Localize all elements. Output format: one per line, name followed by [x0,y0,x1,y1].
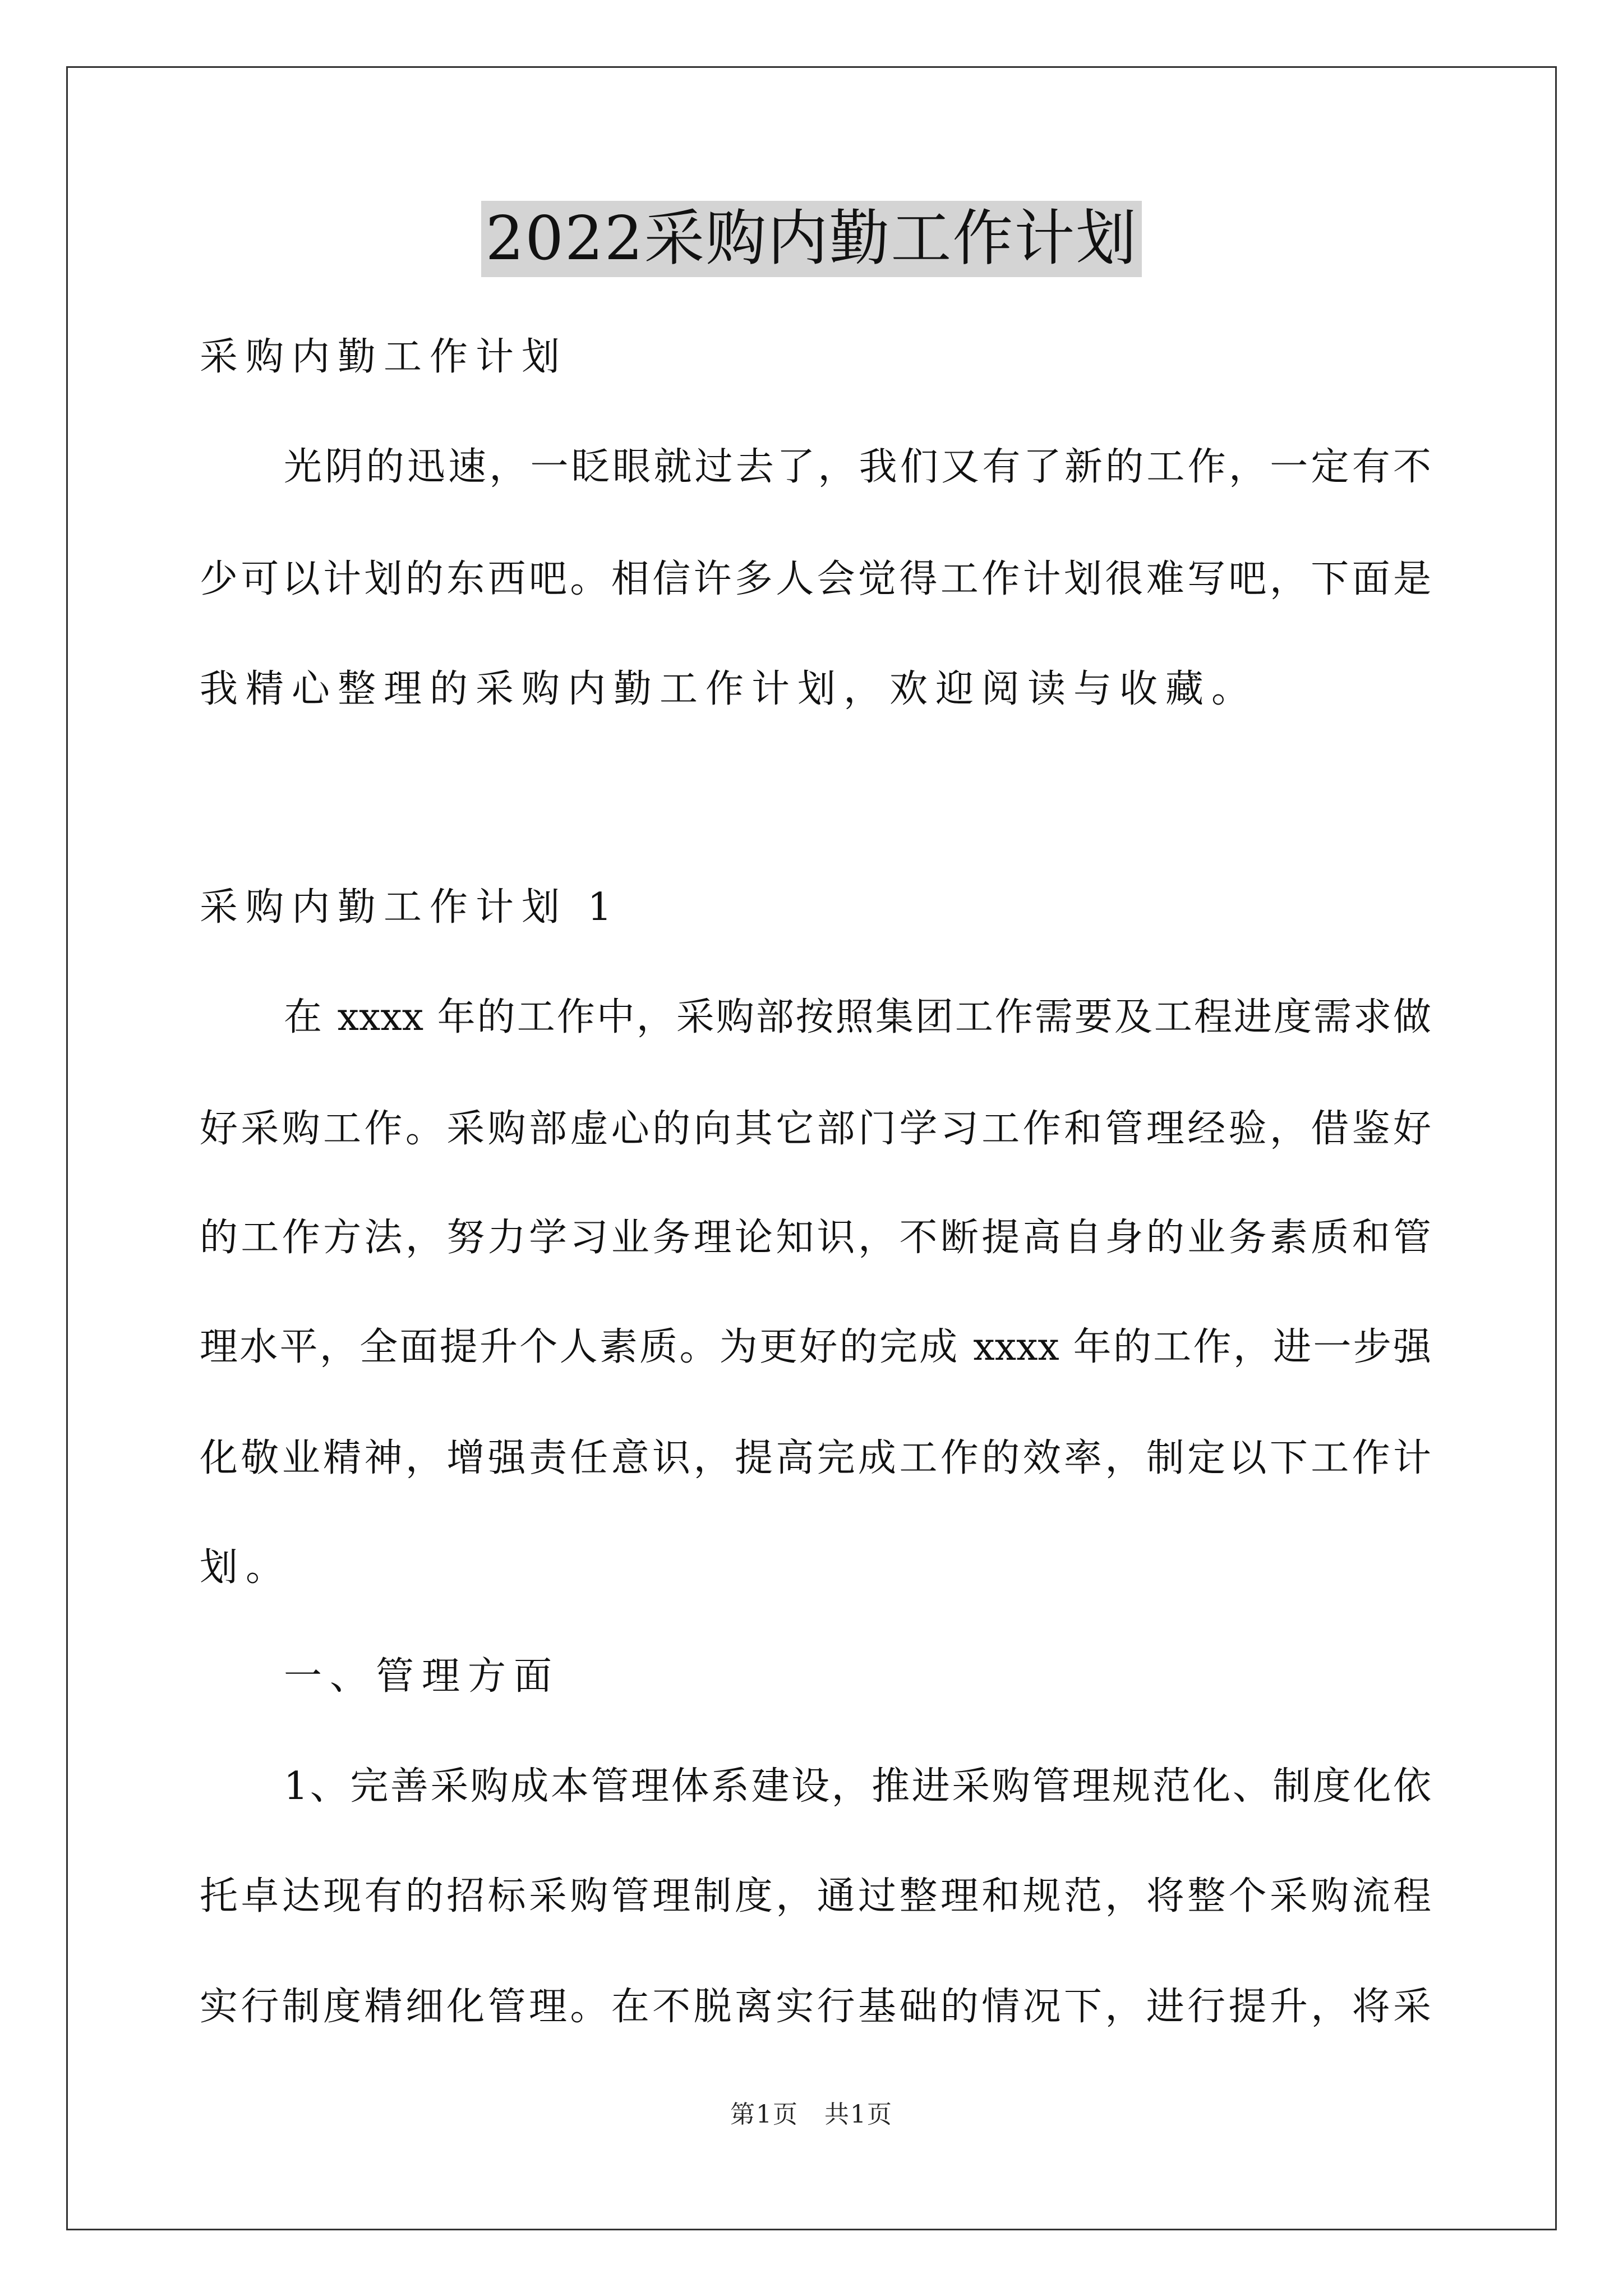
paragraph-line: 理水平，全面提升个人素质。为更好的完成 xxxx 年的工作，进一步强 [200,1325,1431,1369]
paragraph-line: 光阴的迅速，一眨眼就过去了，我们又有了新的工作，一定有不 [284,445,1431,489]
subsection-heading: 一、管理方面 [284,1654,560,1699]
paragraph-line: 托卓达现有的招标采购管理制度，通过整理和规范，将整个采购流程 [200,1874,1431,1918]
subtitle: 采购内勤工作计划 [200,335,568,379]
paragraph-line: 好采购工作。采购部虚心的向其它部门学习工作和管理经验，借鉴好 [200,1107,1431,1151]
section-heading: 采购内勤工作计划 1 [200,885,620,930]
title-wrapper [0,201,1623,277]
paragraph-line: 在 xxxx 年的工作中，采购部按照集团工作需要及工程进度需求做 [284,995,1431,1039]
paragraph-line: 少可以计划的东西吧。相信许多人会觉得工作计划很难写吧，下面是 [200,557,1431,601]
document-title: 2022采购内勤工作计划 [481,201,1142,277]
paragraph-line: 1、完善采购成本管理体系建设，推进采购管理规范化、制度化依 [284,1764,1431,1809]
paragraph-line: 我精心整理的采购内勤工作计划，欢迎阅读与收藏。 [200,667,1258,711]
page-footer: 第1页 共1页 [730,2100,893,2129]
paragraph-line: 的工作方法，努力学习业务理论知识，不断提高自身的业务素质和管 [200,1216,1431,1260]
paragraph-line: 划。 [200,1545,292,1590]
paragraph-line: 实行制度精细化管理。在不脱离实行基础的情况下，进行提升，将采 [200,1985,1431,2029]
paragraph-line: 化敬业精神，增强责任意识，提高完成工作的效率，制定以下工作计 [200,1436,1431,1480]
